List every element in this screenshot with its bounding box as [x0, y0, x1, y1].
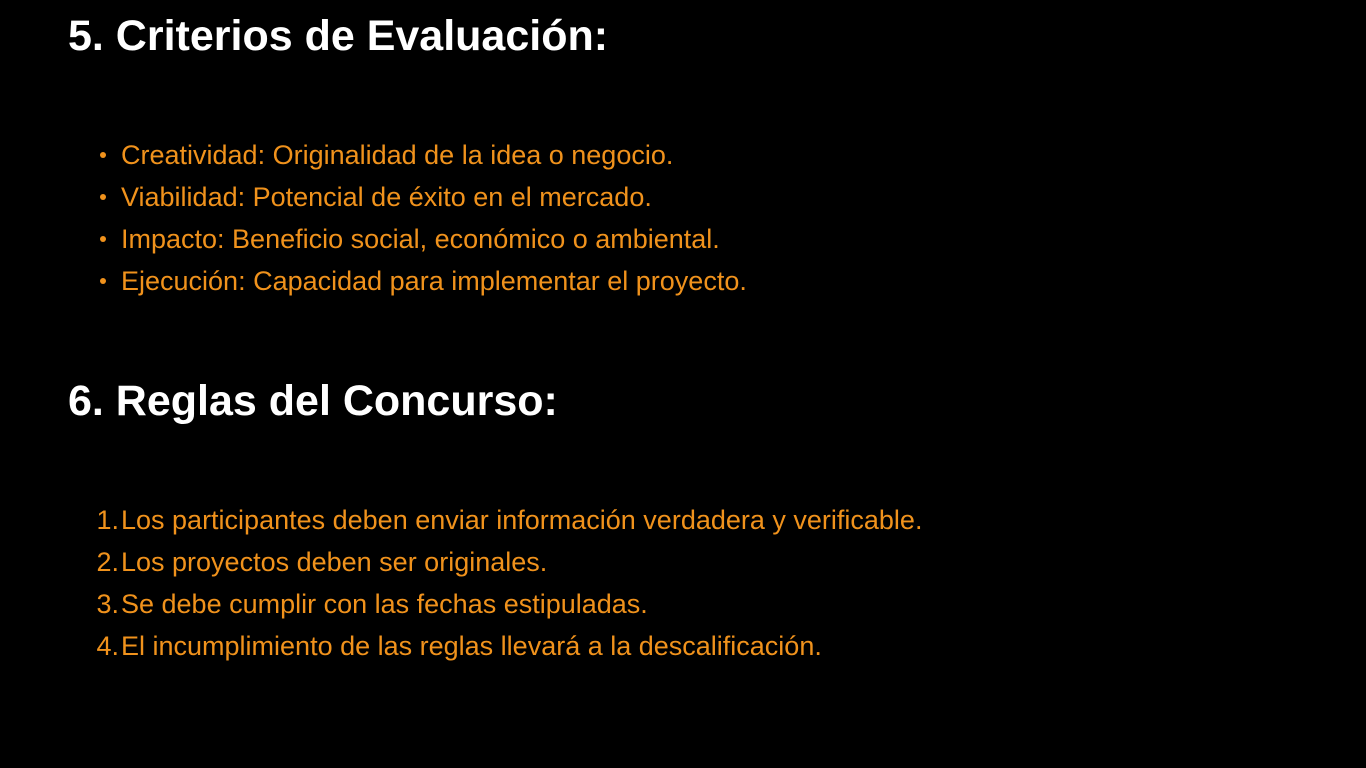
- bullet-icon: [100, 278, 106, 284]
- list-item: [0, 625, 922, 667]
- list-item: [0, 218, 747, 260]
- section-heading-reglas: 6. Reglas del Concurso:: [68, 377, 558, 425]
- list-item-text: Impacto: Beneficio social, económico o ambiental.: [121, 224, 720, 254]
- list-item-number: 3.: [96, 589, 119, 619]
- list-item-text: Los proyectos deben ser originales.: [121, 547, 548, 577]
- list-item-text: Creatividad: Originalidad de la idea o negocio.: [121, 140, 674, 170]
- list-item: [0, 541, 922, 583]
- list-item: [0, 499, 922, 541]
- list-item-text: Ejecución: Capacidad para implementar el proyecto.: [121, 266, 747, 296]
- list-item-text: Se debe cumplir con las fechas estipuladas.: [121, 589, 648, 619]
- list-item: [0, 176, 747, 218]
- section-heading-criterios: 5. Criterios de Evaluación:: [68, 12, 609, 60]
- criterios-bullet-list: [0, 134, 747, 302]
- bullet-icon: [100, 194, 106, 200]
- list-item-text: Viabilidad: Potencial de éxito en el mercado.: [121, 182, 652, 212]
- list-item: [0, 583, 922, 625]
- list-item-number: 1.: [96, 505, 119, 535]
- reglas-numbered-list: [0, 499, 922, 667]
- list-item-number: 4.: [96, 631, 119, 661]
- bullet-icon: [100, 236, 106, 242]
- list-item-number: 2.: [96, 547, 119, 577]
- list-item-text: Los participantes deben enviar información verdadera y verificable.: [121, 505, 923, 535]
- bullet-icon: [100, 152, 106, 158]
- list-item: [0, 260, 747, 302]
- list-item: [0, 134, 747, 176]
- list-item-text: El incumplimiento de las reglas llevará a la descalificación.: [121, 631, 822, 661]
